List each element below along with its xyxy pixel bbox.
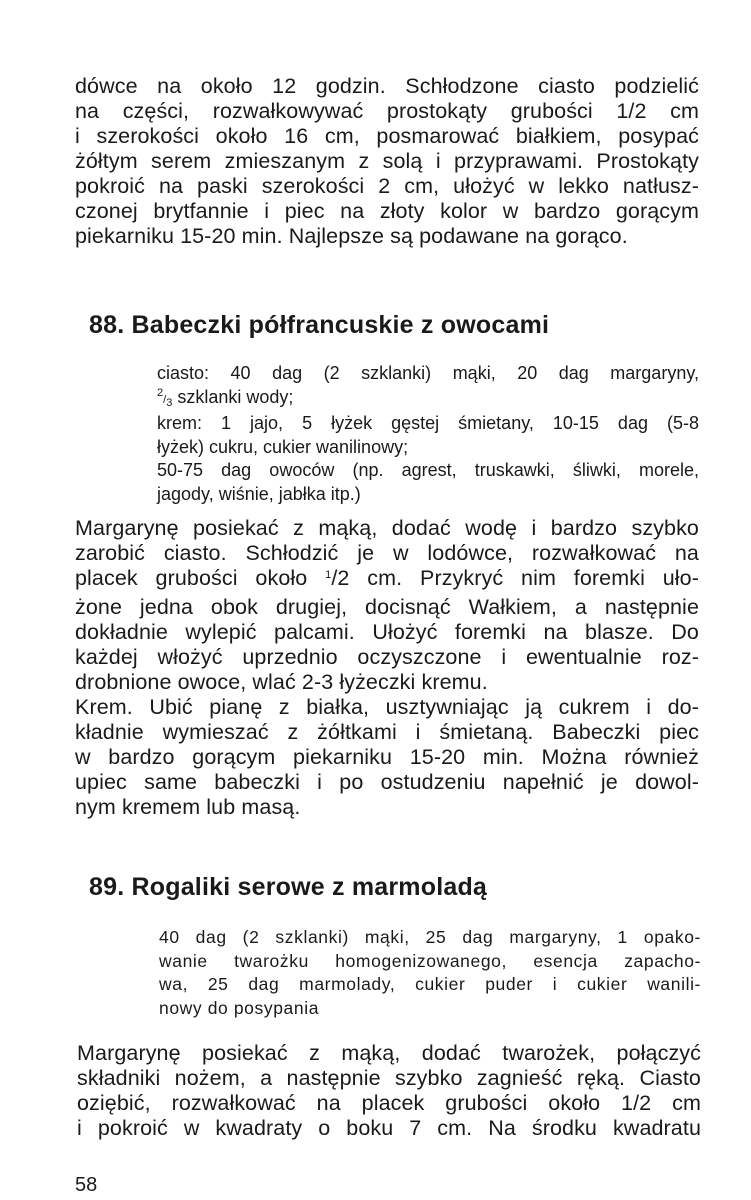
text-line: upiec same babeczki i po ostudzeniu napełnić je dowol-: [75, 770, 699, 794]
ingredient-line: wanie twarożku homogenizowanego, esencja zapacho-: [159, 950, 701, 971]
ingredient-line: jagody, wiśnie, jabłka itp.): [157, 483, 361, 504]
ingredient-line: ciasto: 40 dag (2 szklanki) mąki, 20 dag margaryny,: [157, 363, 699, 383]
intro-paragraph: [75, 74, 699, 249]
text-line: składniki nożem, a następnie szybko zagnieść ręką. Ciasto: [77, 1066, 701, 1090]
text-line: żone jedna obok drugiej, docisnąć Wałkiem, a następnie: [75, 595, 699, 619]
text-line: oziębić, rozwałkować na placek grubości około 1/2 cm: [77, 1091, 701, 1115]
text-line: kładnie wymieszać z żółtkami i śmietaną. Babeczki piec: [75, 720, 699, 744]
text-line: każdej włożyć uprzednio oczyszczone i ewentualnie roz-: [75, 645, 699, 669]
ingredient-line: łyżek) cukru, cukier wanilinowy;: [157, 436, 409, 457]
text-line: i pokroić w kwadraty o boku 7 cm. Na środku kwadratu: [77, 1116, 701, 1140]
text-line: czonej brytfannie i piec na złoty kolor w bardzo gorącym: [75, 199, 699, 223]
text-line: żółtym serem zmieszanym z solą i przyprawami. Prostokąty: [75, 149, 699, 173]
ingredient-line: 50-75 dag owoców (np. agrest, truskawki, śliwki, morele,: [157, 460, 699, 480]
recipe-89-body: [77, 1041, 701, 1141]
text-line: i szerokości około 16 cm, posmarować białkiem, posypać: [75, 124, 699, 148]
page-number: 58: [75, 1174, 98, 1196]
text-line: dówce na około 12 godzin. Schłodzone ciasto podzielić: [75, 74, 699, 98]
ingredient-line: nowy do posypania: [159, 997, 320, 1018]
text-line: w bardzo gorącym piekarniku 15-20 min. Można również: [75, 745, 699, 769]
text-line: drobnione owoce, wlać 2-3 łyżeczki kremu.: [75, 670, 488, 694]
fraction: 2/3: [157, 386, 173, 409]
recipe-88-ingredients: [157, 362, 699, 506]
ingredient-line: krem: 1 jajo, 5 łyżek gęstej śmietany, 10-15 dag (5-8: [157, 413, 699, 433]
text-line: na części, rozwałkowywać prostokąty grubości 1/2 cm: [75, 99, 699, 123]
recipe-89-title: 89. Rogaliki serowe z marmoladą: [89, 873, 488, 901]
text-line: pokroić na paski szerokości 2 cm, ułożyć w lekko natłusz-: [75, 174, 699, 198]
text-line: zarobić ciasto. Schłodzić je w lodówce, rozwałkować na: [75, 541, 699, 565]
text-line: nym kremem lub masą.: [75, 795, 301, 819]
text-line: Margarynę posiekać z mąką, dodać twarożek, połączyć: [77, 1041, 701, 1065]
ingredient-line: 2/3 szklanki wody;: [157, 386, 294, 409]
recipe-88-body: [75, 516, 699, 820]
ingredient-line: 40 dag (2 szklanki) mąki, 25 dag margaryny, 1 opako-: [159, 927, 701, 947]
text-line: piekarniku 15-20 min. Najlepsze są podawane na gorąco.: [75, 224, 628, 248]
fraction: 1: [325, 569, 332, 581]
recipe-88-title: 88. Babeczki półfrancuskie z owocami: [89, 311, 550, 339]
text-line: dokładnie wylepić palcami. Ułożyć foremki na blasze. Do: [75, 620, 699, 644]
recipe-89-ingredients: [159, 926, 701, 1020]
ingredient-line: wa, 25 dag marmolady, cukier puder i cukier wanili-: [159, 974, 701, 994]
text-line: Margarynę posiekać z mąką, dodać wodę i bardzo szybko: [75, 516, 699, 540]
text-line: Krem. Ubić pianę z białka, usztywniając ją cukrem i do-: [75, 695, 699, 719]
text-line: placek grubości około 1/2 cm. Przykryć nim foremki uło-: [75, 566, 699, 590]
